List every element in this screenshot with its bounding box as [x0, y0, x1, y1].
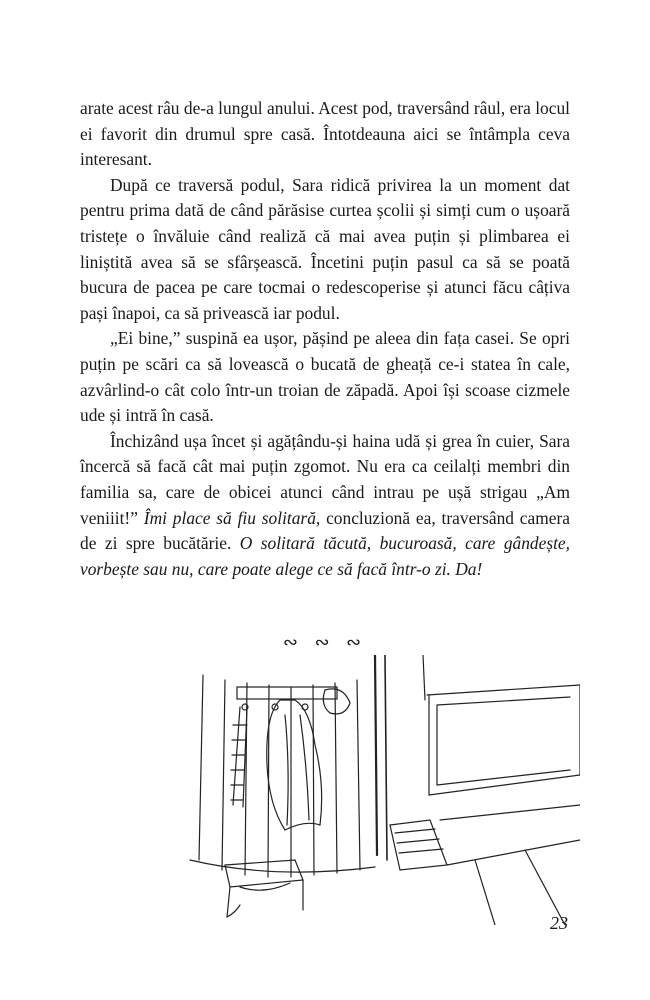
- hallway-sketch: [185, 655, 580, 925]
- page-number: 23: [550, 913, 568, 933]
- text-run: concluzionă ea, traversând camera de zi spre bucătărie.: [80, 507, 570, 554]
- text-run: „Ei bine,” suspină ea ușor, pășind pe aleea din fața casei. Se opri puțin pe scări ca să lovească o bucată de gheață ce-i statea în cale, azvârlind-o cât colo într-un troian de zăpadă. Apoi își scoase cizmele ude și intră în casă.: [80, 328, 570, 426]
- body-text: [80, 96, 570, 582]
- text-run: arate acest râu de-a lungul anului. Acest pod, traversând râul, era locul ei favorit din drumul spre casă. Întotdeauna aici se întâmpla ceva interesant.: [80, 98, 570, 170]
- hallway-illustration: [185, 655, 580, 925]
- paragraph: [80, 326, 570, 428]
- paragraph: [80, 173, 570, 327]
- paragraph: [80, 429, 570, 583]
- paragraph: [80, 96, 570, 173]
- section-ornament: ∾ ∾ ∾: [282, 632, 368, 652]
- text-run: Închizând ușa încet și agățându-și haina udă și grea în cuier, Sara încercă să facă cât mai puțin zgomot. Nu era ca ceilalți membri din familia sa, care de obicei atunci când intrau pe ușă strigau „Am veniiit!”: [80, 430, 570, 528]
- italic-text: O solitară tăcută, bucuroasă, care gândește, vorbește sau nu, care poate alege ce să facă într-o zi. Da!: [80, 533, 570, 579]
- italic-text: Îmi place să fiu solitară,: [143, 507, 321, 528]
- text-run: După ce traversă podul, Sara ridică privirea la un moment dat pentru prima dată de când părăsise curtea școlii și simți cum o ușoară tristețe o învăluie când realiză că mai avea puțin și plimbarea ei liniștită avea să se sfârșească. Încetini puțin pasul ca să se poată bucura de pacea pe care tocmai o redescoperise și atunci făcu câțiva pași înapoi, ca să privească iar podul.: [80, 174, 570, 323]
